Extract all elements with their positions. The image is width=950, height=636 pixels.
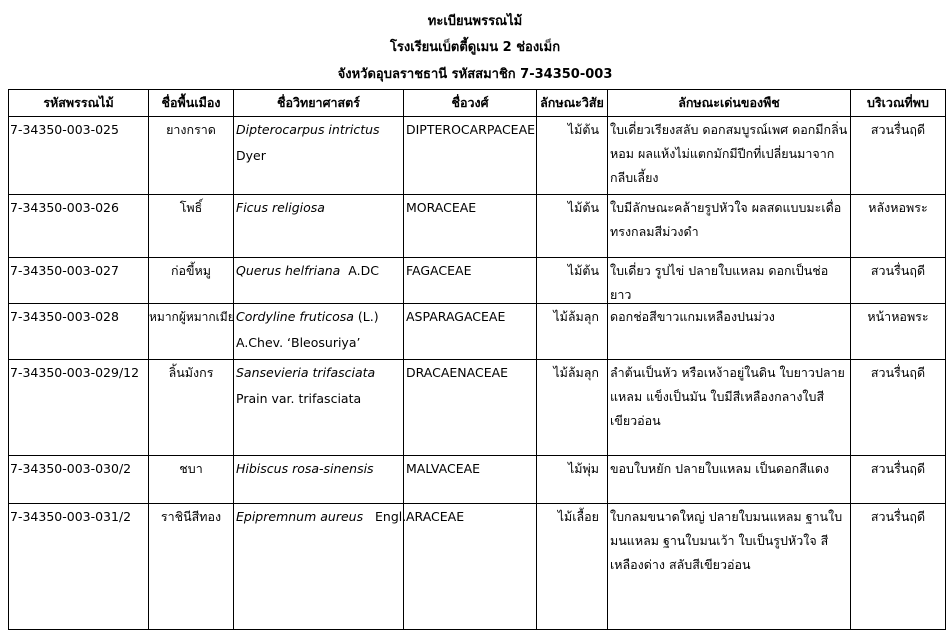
habit: ไม้ต้น — [537, 194, 608, 257]
table-header-row — [9, 90, 946, 117]
scientific-name-cell — [234, 503, 407, 629]
family-name: DRACAENACEAE — [404, 360, 537, 456]
family-name: DIPTEROCARPACEAE — [404, 117, 537, 195]
habit: ไม้ล้มลุก — [537, 360, 608, 456]
characteristics: ลำต้นเป็นหัว หรือเหง้าอยู่ในดิน ใบยาวปลายแหลม แข็งเป็นมัน ใบมีสีเหลืองกลางใบสีเขียวอ่อน — [608, 360, 851, 456]
family-name: MORACEAE — [404, 194, 537, 257]
scientific-name-cell — [234, 194, 404, 257]
characteristics: ใบมีลักษณะคล้ายรูปหัวใจ ผลสดแบบมะเดื่อ ทรงกลมสีม่วงดำ — [608, 194, 851, 257]
author-name: Engl. — [375, 508, 407, 524]
scientific-name-cell — [234, 258, 404, 304]
location: หลังหอพระ — [851, 194, 946, 257]
register-title: ทะเบียนพรรณไม้ — [427, 14, 523, 29]
characteristics: ขอบใบหยัก ปลายใบแหลม เป็นดอกสีแดง — [608, 456, 851, 503]
scientific-name-cell — [234, 456, 404, 503]
col-header-family: ชื่อวงศ์ — [404, 90, 537, 117]
plant-code: 7-34350-003-031/2 — [9, 503, 149, 629]
local-name: โพธิ์ — [149, 194, 234, 257]
table-row — [9, 258, 946, 304]
local-name: ก่อขี้หมู — [149, 258, 234, 304]
author-name: Dyer — [236, 148, 266, 163]
plant-code: 7-34350-003-030/2 — [9, 456, 149, 503]
location: สวนรื่นฤดี — [851, 360, 946, 456]
characteristics-text: ใบเดี่ยว รูปไข่ ปลายใบแหลม ดอกเป็นช่อยาว — [610, 263, 829, 303]
author-name: Prain var. trifasciata — [236, 391, 362, 407]
table-row — [9, 360, 946, 456]
habit: ไม้ต้น — [537, 258, 608, 304]
plant-code: 7-34350-003-027 — [9, 258, 149, 304]
family-name: ARACEAE — [404, 503, 537, 629]
scientific-name: Cordyline fruticosa — [236, 309, 354, 325]
author-name: A.DC — [348, 263, 379, 279]
plant-register-table — [8, 89, 946, 630]
col-header-local-name: ชื่อพื้นเมือง — [149, 90, 234, 117]
family-name: ASPARAGACEAE — [404, 304, 537, 360]
habit: ไม้เลื้อย — [537, 503, 608, 629]
location: หน้าหอพระ — [851, 304, 946, 360]
scientific-name: Hibiscus rosa-sinensis — [236, 461, 374, 477]
table-row — [9, 117, 946, 195]
characteristics: ใบกลมขนาดใหญ่ ปลายใบมนแหลม ฐานใบมนแหลม ฐานใบมนเว้า ใบเป็นรูปหัวใจ สีเหลืองด่าง สลับสีเขียวอ่อน — [608, 503, 851, 629]
col-header-habit: ลักษณะวิสัย — [537, 90, 608, 117]
table-row — [9, 194, 946, 257]
scientific-name-cell — [234, 304, 404, 360]
location: สวนรื่นฤดี — [851, 117, 946, 195]
characteristics: ใบเดี่ยวเรียงสลับ ดอกสมบูรณ์เพศ ดอกมีกลิ่นหอม ผลแห้งไม่แตกมักมีปีกที่เปลี่ยนมาจากกลีบเลี้ยง — [608, 117, 851, 195]
table-row — [9, 304, 946, 360]
plant-code: 7-34350-003-026 — [9, 194, 149, 257]
local-name: ชบา — [149, 456, 234, 503]
scientific-name: Dipterocarpus intrictus — [236, 122, 380, 137]
col-header-characteristics: ลักษณะเด่นของพืช — [608, 90, 851, 117]
characteristics — [608, 258, 851, 304]
scientific-name: Sansevieria trifasciata — [236, 365, 376, 381]
habit: ไม้พุ่ม — [537, 456, 608, 503]
scientific-name: Querus helfriana — [236, 263, 341, 279]
scientific-name-cell — [234, 360, 404, 456]
table-row — [9, 503, 946, 629]
local-name: หมากผู้หมากเมีย — [149, 304, 234, 360]
province-member-line: จังหวัดอุบลราชธานี รหัสสมาชิก 7-34350-003 — [337, 67, 613, 82]
habit: ไม้ล้มลุก — [537, 304, 608, 360]
local-name: ยางกราด — [149, 117, 234, 195]
family-name: MALVACEAE — [404, 456, 537, 503]
scientific-name-cell — [234, 117, 404, 195]
scientific-name: Ficus religiosa — [236, 199, 325, 215]
local-name: ลิ้นมังกร — [149, 360, 234, 456]
plant-code: 7-34350-003-028 — [9, 304, 149, 360]
characteristics: ดอกช่อสีขาวแกมเหลืองปนม่วง — [608, 304, 851, 360]
scientific-name: Epipremnum aureus — [236, 508, 364, 524]
location: สวนรื่นฤดี — [851, 503, 946, 629]
school-name: โรงเรียนเบ็ตตี้ดูเมน 2 ช่องเม็ก — [389, 40, 561, 55]
habit: ไม้ต้น — [537, 117, 608, 195]
col-header-location: บริเวณที่พบ — [851, 90, 946, 117]
col-header-code: รหัสพรรณไม้ — [9, 90, 149, 117]
location: สวนรื่นฤดี — [851, 258, 946, 304]
plant-code: 7-34350-003-029/12 — [9, 360, 149, 456]
author-name: (L.) A.Chev. ‘Bleosuriya’ — [236, 309, 379, 351]
table-row — [9, 456, 946, 503]
family-name: FAGACEAE — [404, 258, 537, 304]
local-name: ราชินีสีทอง — [149, 503, 234, 629]
location: สวนรื่นฤดี — [851, 456, 946, 503]
plant-code: 7-34350-003-025 — [9, 117, 149, 195]
col-header-scientific-name: ชื่อวิทยาศาสตร์ — [234, 90, 404, 117]
